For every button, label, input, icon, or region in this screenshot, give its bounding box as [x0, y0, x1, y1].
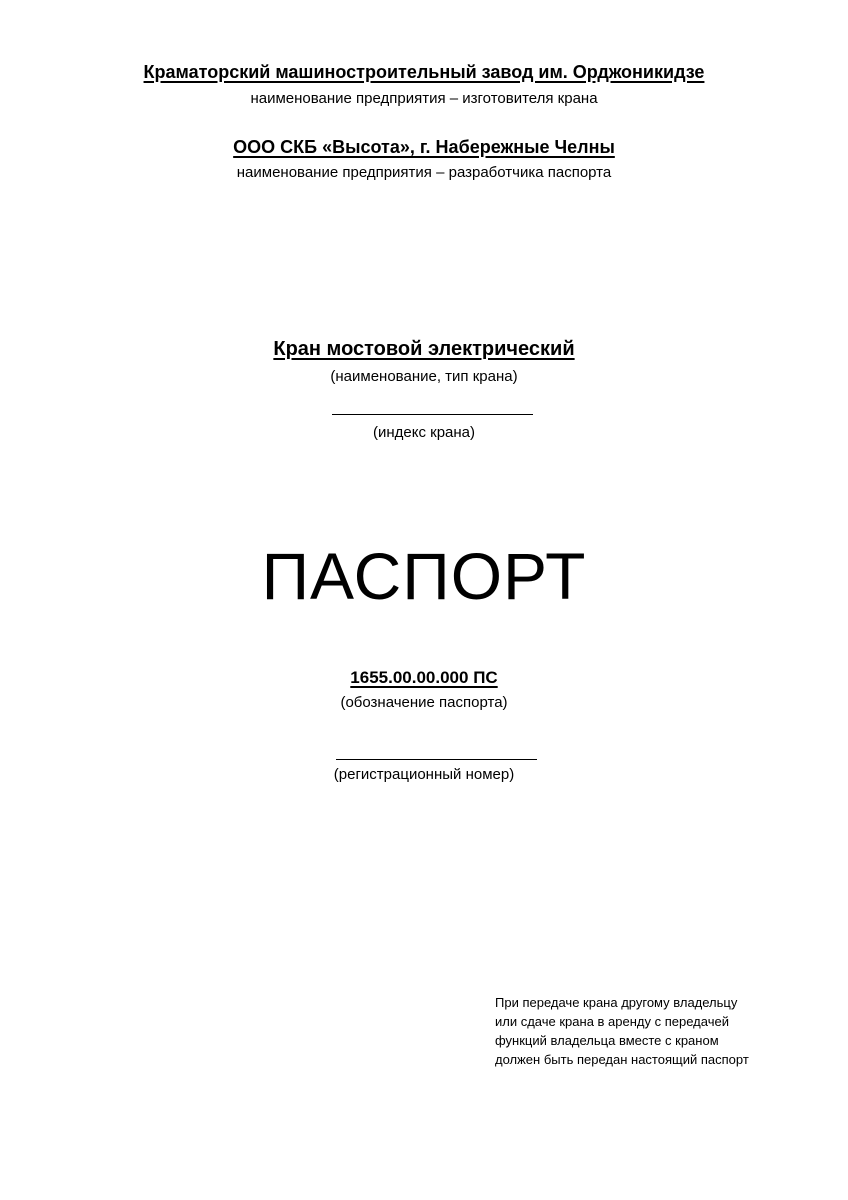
- registration-number-caption: (регистрационный номер): [333, 766, 515, 783]
- transfer-note-line: или сдаче крана в аренду с передачей: [495, 1014, 729, 1029]
- registration-number-blank-line: [336, 759, 537, 760]
- crane-name-caption: (наименование, тип крана): [330, 368, 518, 385]
- crane-index-caption: (индекс крана): [372, 424, 476, 441]
- developer-caption: наименование предприятия – разработчика паспорта: [236, 164, 612, 181]
- crane-index-blank-line: [332, 414, 533, 415]
- transfer-note-line: должен быть передан настоящий паспорт: [495, 1052, 749, 1067]
- passport-designation-caption: (обозначение паспорта): [340, 694, 508, 711]
- crane-name: Кран мостовой электрический: [273, 338, 575, 360]
- transfer-note-line: При передаче крана другому владельцу: [495, 995, 738, 1010]
- document-title: ПАСПОРТ: [261, 539, 587, 613]
- developer-name: ООО СКБ «Высота», г. Набережные Челны: [233, 137, 615, 157]
- manufacturer-caption: наименование предприятия – изготовителя крана: [250, 90, 598, 107]
- transfer-note-line: функций владельца вместе с краном: [495, 1033, 719, 1048]
- manufacturer-name: Краматорский машиностроительный завод им. Орджоникидзе: [143, 62, 705, 82]
- transfer-note: [495, 993, 815, 1069]
- passport-designation: 1655.00.00.000 ПС: [350, 668, 498, 687]
